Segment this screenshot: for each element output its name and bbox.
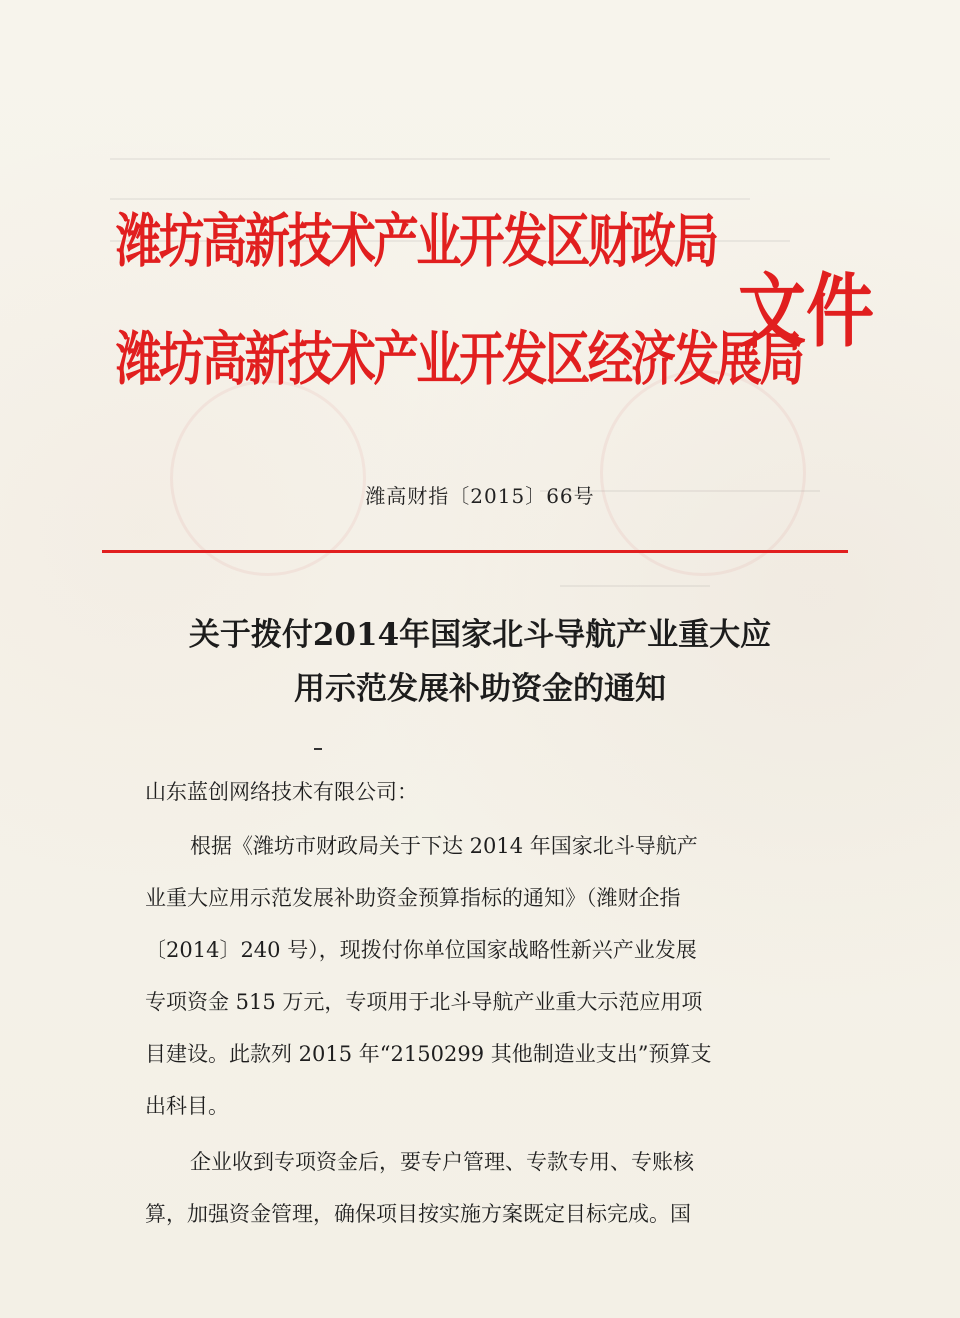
body-line: 业重大应用示范发展补助资金预算指标的通知》（潍财企指: [145, 886, 681, 910]
notice-title-line-1: 关于拨付2014年国家北斗导航产业重大应: [188, 617, 772, 653]
document-number: 潍高财指〔2015〕66号: [365, 484, 595, 508]
issuer-finance-bureau: 潍坊高新技术产业开发区财政局: [116, 207, 717, 275]
notice-title-line-2: 用示范发展补助资金的通知: [294, 671, 666, 707]
bleed-through-line: [560, 585, 710, 587]
body-line: 〔2014〕240 号），现拨付你单位国家战略性新兴产业发展: [145, 938, 697, 962]
body-line: 企业收到专项资金后，要专户管理、专款专用、专账核: [190, 1150, 694, 1174]
red-divider: [102, 550, 848, 553]
document-suffix: 文件: [738, 265, 874, 358]
body-line: 算，加强资金管理，确保项目按实施方案既定目标完成。国: [145, 1202, 691, 1226]
body-line: 专项资金 515 万元，专项用于北斗导航产业重大示范应用项: [145, 990, 703, 1014]
addressee: 山东蓝创网络技术有限公司：: [145, 780, 418, 804]
bleed-through-line: [110, 158, 830, 160]
ghost-stamp-left: [170, 380, 366, 576]
stray-mark: [314, 748, 322, 750]
issuer-economic-development-bureau: 潍坊高新技术产业开发区经济发展局: [116, 325, 803, 393]
bleed-through-line: [110, 198, 750, 200]
body-line: 根据《潍坊市财政局关于下达 2014 年国家北斗导航产: [190, 834, 698, 858]
body-line: 出科目。: [145, 1094, 229, 1118]
body-line: 目建设。此款列 2015 年“2150299 其他制造业支出”预算支: [145, 1042, 712, 1066]
ghost-stamp-right: [600, 370, 806, 576]
